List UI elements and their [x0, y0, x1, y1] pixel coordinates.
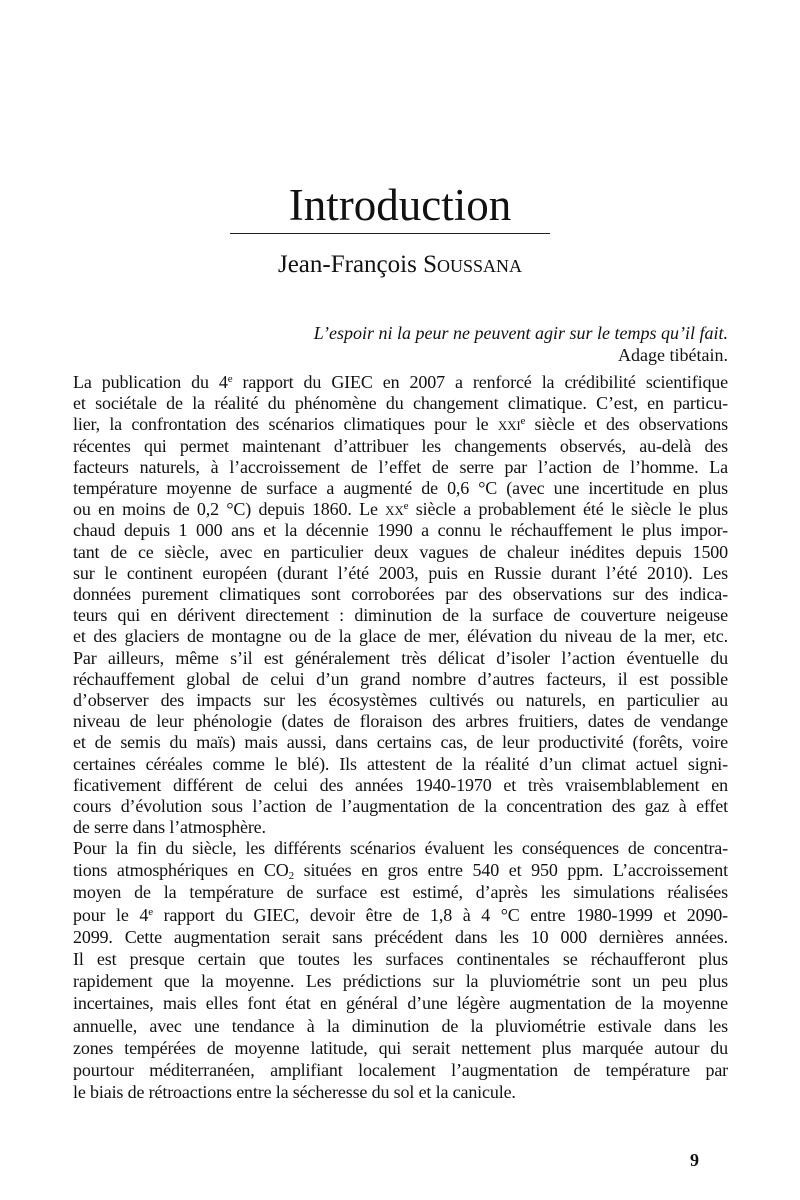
text-segment: rapidement que la moyenne. Les prédictions sur la pluviométrie sont un peu plus [73, 971, 728, 992]
text-segment: teurs qui en dérivent directement : diminution de la surface de couverture neigeuse [73, 605, 728, 626]
text-line [73, 711, 728, 732]
text-segment: chaud depuis 1 000 ans et la décennie 1990 a connu le réchauffement le plus impor- [73, 520, 728, 541]
text-line [73, 904, 728, 926]
text-line [73, 732, 728, 753]
text-segment: Pour la fin du siècle, les différents scénarios évaluent les conséquences de concentra- [73, 838, 728, 858]
text-line [73, 499, 728, 520]
text-segment: rapport du GIEC, devoir être de 1,8 à 4 °C entre 1980-1999 et 2090- [152, 904, 728, 925]
text-segment: d’observer des impacts sur les écosystèmes cultivés ou naturels, en particulier au [73, 690, 728, 711]
text-segment: pourtour méditerranéen, amplifiant localement l’augmentation de température par [73, 1060, 728, 1081]
text-line [73, 837, 728, 859]
chapter-author [0, 250, 800, 280]
text-segment: facteurs naturels, à l’accroissement de l’effet de serre par l’action de l’homme. La [73, 456, 728, 477]
text-segment: siècle et des observations [525, 414, 728, 435]
supscript-segment: e [403, 500, 409, 513]
text-segment: et de semis du maïs) mais aussi, dans certains cas, de leur productivité (forêts, voire [73, 732, 728, 753]
epigraph-quote: L’espoir ni la peur ne peuvent agir sur le temps qu’il fait. [313, 323, 728, 343]
text-line [73, 626, 728, 647]
text-segment: température moyenne de surface a augmenté de 0,6 °C (avec une incertitude en plus [73, 478, 728, 499]
text-line [73, 563, 728, 584]
supscript-segment: e [227, 373, 233, 385]
author-first-name: Jean-François [277, 251, 424, 278]
text-segment: incertaines, mais elles font état en général d’une légère augmentation de la moyenne [73, 993, 728, 1014]
text-line [73, 926, 728, 948]
small-caps-segment: xxi [497, 414, 521, 435]
text-line [73, 669, 728, 690]
text-line [73, 1059, 728, 1081]
text-line [73, 648, 728, 669]
supscript-segment: e [148, 905, 153, 918]
text-segment: certaines céréales comme le blé). Ils attestent de la réalité d’un climat actuel signi- [73, 753, 728, 774]
text-line [73, 775, 728, 796]
text-line [73, 859, 728, 881]
body-paragraph-2 [73, 837, 728, 1103]
text-segment: lier, la confrontation des scénarios climatiques pour le [73, 414, 498, 435]
author-last-name: Soussana [423, 251, 522, 278]
text-segment: niveau de leur phénologie (dates de floraison des arbres fruitiers, dates de vendange [73, 711, 728, 732]
text-segment: annuelle, avec une tendance à la diminution de la pluviométrie estivale dans les [73, 1015, 728, 1036]
text-line [73, 817, 728, 838]
text-segment: et des glaciers de montagne ou de la glace de mer, élévation du niveau de la mer, etc. [73, 626, 728, 647]
text-line [73, 970, 728, 992]
text-line [73, 948, 728, 970]
text-segment: tions atmosphériques en CO [73, 860, 289, 881]
body-paragraph-1 [73, 372, 728, 838]
text-segment: ou en moins de 0,2 °C) depuis 1860. Le [73, 499, 386, 520]
text-segment: zones tempérées de moyenne latitude, qui serait nettement plus marquée autour du [73, 1037, 728, 1058]
text-line [73, 436, 728, 457]
epigraph [314, 323, 728, 366]
supscript-segment: e [520, 415, 526, 428]
text-line [73, 754, 728, 775]
text-line [73, 881, 728, 903]
text-line [73, 1081, 728, 1103]
text-line [73, 605, 728, 626]
text-segment: de serre dans l’atmosphère. [73, 817, 266, 838]
text-line [73, 992, 728, 1014]
text-segment: réchauffement global de celui d’un grand nombre d’autres facteurs, il est possible [73, 668, 728, 689]
text-segment: et sociétale de la réalité du phénomène du changement climatique. C’est, en particu- [73, 393, 728, 414]
text-line [73, 393, 728, 414]
text-segment: Il est presque certain que toutes les surfaces continentales se réchaufferont plus [73, 949, 728, 970]
text-line [73, 457, 728, 478]
chapter-title: Introduction [288, 180, 512, 230]
text-line [73, 542, 728, 563]
text-line [73, 690, 728, 711]
text-segment: siècle a probablement été le siècle le plus [408, 499, 728, 520]
title-rule [230, 233, 550, 234]
text-line [73, 584, 728, 605]
text-segment: ficativement différent de celui des années 1940-1970 et très vraisemblablement en [73, 774, 728, 795]
subscript-segment: 2 [288, 870, 294, 883]
epigraph-source: Adage tibétain. [618, 344, 728, 365]
text-segment: moyen de la température de surface est estimé, d’après les simulations réalisées [73, 882, 728, 903]
text-segment: 2099. Cette augmentation serait sans précédent dans les 10 000 dernières années. [73, 926, 728, 947]
text-line [73, 478, 728, 499]
text-segment: situées en gros entre 540 et 950 ppm. L’accroissement [293, 860, 728, 881]
text-segment: Par ailleurs, même s’il est généralement très délicat d’isoler l’action éventuelle du [73, 647, 728, 668]
text-segment: récentes qui permet maintenant d’attribuer les changements observés, au-delà des [73, 435, 728, 456]
small-caps-segment: xx [385, 499, 404, 520]
text-segment: pour le 4 [73, 904, 149, 925]
text-segment: sur le continent européen (durant l’été 2003, puis en Russie durant l’été 2010). Les [73, 562, 728, 583]
text-line [73, 796, 728, 817]
text-segment: rapport du GIEC en 2007 a renforcé la crédibilité scientifique [232, 372, 728, 392]
text-line [73, 1037, 728, 1059]
text-segment: cours d’évolution sous l’action de l’augmentation de la concentration des gaz à effet [73, 796, 728, 817]
text-line [73, 1015, 728, 1037]
text-segment: La publication du 4 [73, 372, 228, 392]
text-line [73, 520, 728, 541]
text-segment: tant de ce siècle, avec en particulier deux vagues de chaleur inédites depuis 1500 [73, 541, 728, 562]
text-line [73, 372, 728, 393]
text-line [73, 414, 728, 435]
text-segment: données purement climatiques sont corroborées par des observations sur des indica- [73, 584, 728, 605]
text-segment: le biais de rétroactions entre la sécheresse du sol et la canicule. [73, 1082, 516, 1103]
page-number: 9 [690, 1150, 699, 1170]
